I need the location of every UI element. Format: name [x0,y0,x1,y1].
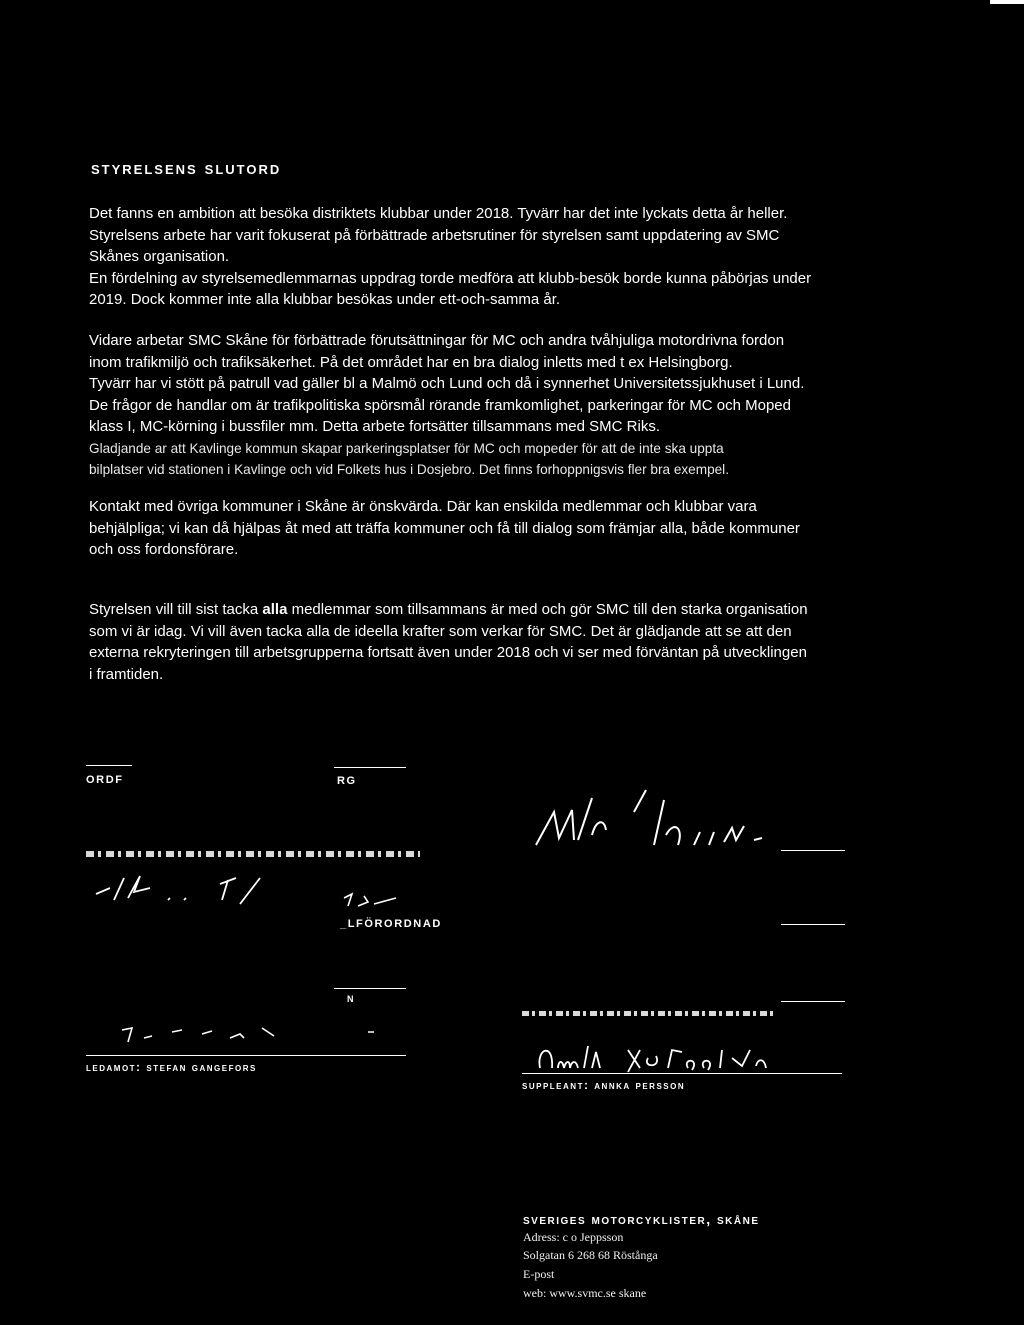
footer-street: Solgatan 6 268 68 Röstånga [523,1248,658,1262]
signature-line [334,988,406,989]
cropped-label [522,1011,776,1016]
text-span: medlemmar som tillsammans är med och gör SMC till den starka organisation [287,601,808,618]
text-line: Skånes organisation. [89,248,230,265]
signature-label-n: N [347,994,356,1004]
emphasis: alla [262,601,288,618]
footer-address: Adress: c o Jeppsson [523,1230,624,1244]
signature-label-suppleant [522,1078,685,1092]
signature-line [781,924,845,925]
signature-line [86,765,132,766]
page-title: styrelsens slutord [91,158,282,178]
footer-org-name: sveriges motorcyklister, skåne [523,1211,760,1227]
text-line: bilplatser vid stationen i Kavlinge och vid Folkets hus i Dosjebro. Det finns forhoppnigsvis fler bra exempel. [89,462,729,477]
signature-line [334,767,406,768]
text-line: Gladjande ar att Kavlinge kommun skapar parkeringsplatser för MC och mopeder för att de inte ska uppta [89,440,724,456]
paragraph-4 [89,599,929,685]
text-span: ka persson [616,1078,686,1092]
signature-handwriting [342,892,406,914]
text-span: suppleant: ann [522,1078,617,1092]
signature-label-lfo: _LFÖRORDNAD [340,918,442,930]
signature-handwriting [534,790,774,855]
text-line: och oss fordonsförare. [89,541,239,558]
text-line: Styrelsens arbete har varit fokuserat på förbättrade arbetsrutiner för styrelsen samt uppdatering av SMC [89,226,780,244]
paragraph-2 [89,330,929,481]
paragraph-1 [89,203,929,311]
text-line: behjälpliga; vi kan då hjälpas åt med att träffa kommuner och få till dialog som främjar alla, både kommuner [89,519,800,537]
signature-label-ledamot: ledamot: stefan gangefors [86,1060,257,1074]
signature-line [781,1001,845,1002]
signature-label-ordf: ORDF [86,774,124,786]
signature-handwriting [532,1028,782,1078]
signature-handwriting [112,1022,382,1050]
text-line: Kontakt med övriga kommuner i Skåne är önskvärda. Där kan enskilda medlemmar och klubbar vara [89,498,757,515]
signature-line [522,1073,842,1074]
text-line: externa rekryteringen till arbetsgrupperna fortsatt även under 2018 och vi ser med förväntan på utvecklingen [89,644,807,661]
text-line: En fördelning av styrelsemedlemmarnas uppdrag torde medföra att klubb-besök borde kunna påbörjas under [89,269,812,287]
corner-mark [990,0,1024,4]
paragraph-3 [89,496,929,561]
text-line: Tyvärr har vi stött på patrull vad gäller bl a Malmö och Lund och då i synnerhet Universitetssjukhuset i Lund. [89,375,805,392]
text-line: som vi är idag. Vi vill även tacka alla de ideella krafter som verkar för SMC. Det är glädjande att se att den [89,622,792,640]
signature-line [86,1055,406,1056]
text-line: Vidare arbetar SMC Skåne för förbättrade förutsättningar för MC och andra tvåhjuliga motordrivna fordon [89,332,785,349]
text-line: inom trafikmiljö och trafiksäkerhet. På det området har en bra dialog inletts med t ex Helsingborg. [89,353,733,371]
signature-label-rg: RG [337,775,357,787]
footer-email: E-post [523,1267,555,1281]
text-line: Det fanns en ambition att besöka distriktets klubbar under 2018. Tyvärr har det inte lyckats detta år heller. [89,205,788,222]
signature-line [781,850,845,851]
text-line [89,599,929,621]
text-span: Styrelsen vill till sist tacka [89,601,263,618]
text-line: klass I, MC-körning i bussfiler mm. Detta arbete fortsätter tillsammans med SMC Riks. [89,418,660,435]
footer-web: web: www.svmc.se skane [523,1286,647,1300]
text-line: i framtiden. [89,665,164,683]
signature-handwriting [90,870,270,910]
cropped-label [86,851,420,857]
text-line: De frågor de handlar om är trafikpolitiska spörsmål rörande framkomlighet, parkeringar för MC och Moped [89,396,791,414]
text-line: 2019. Dock kommer inte alla klubbar besökas under ett-och-samma år. [89,291,561,308]
